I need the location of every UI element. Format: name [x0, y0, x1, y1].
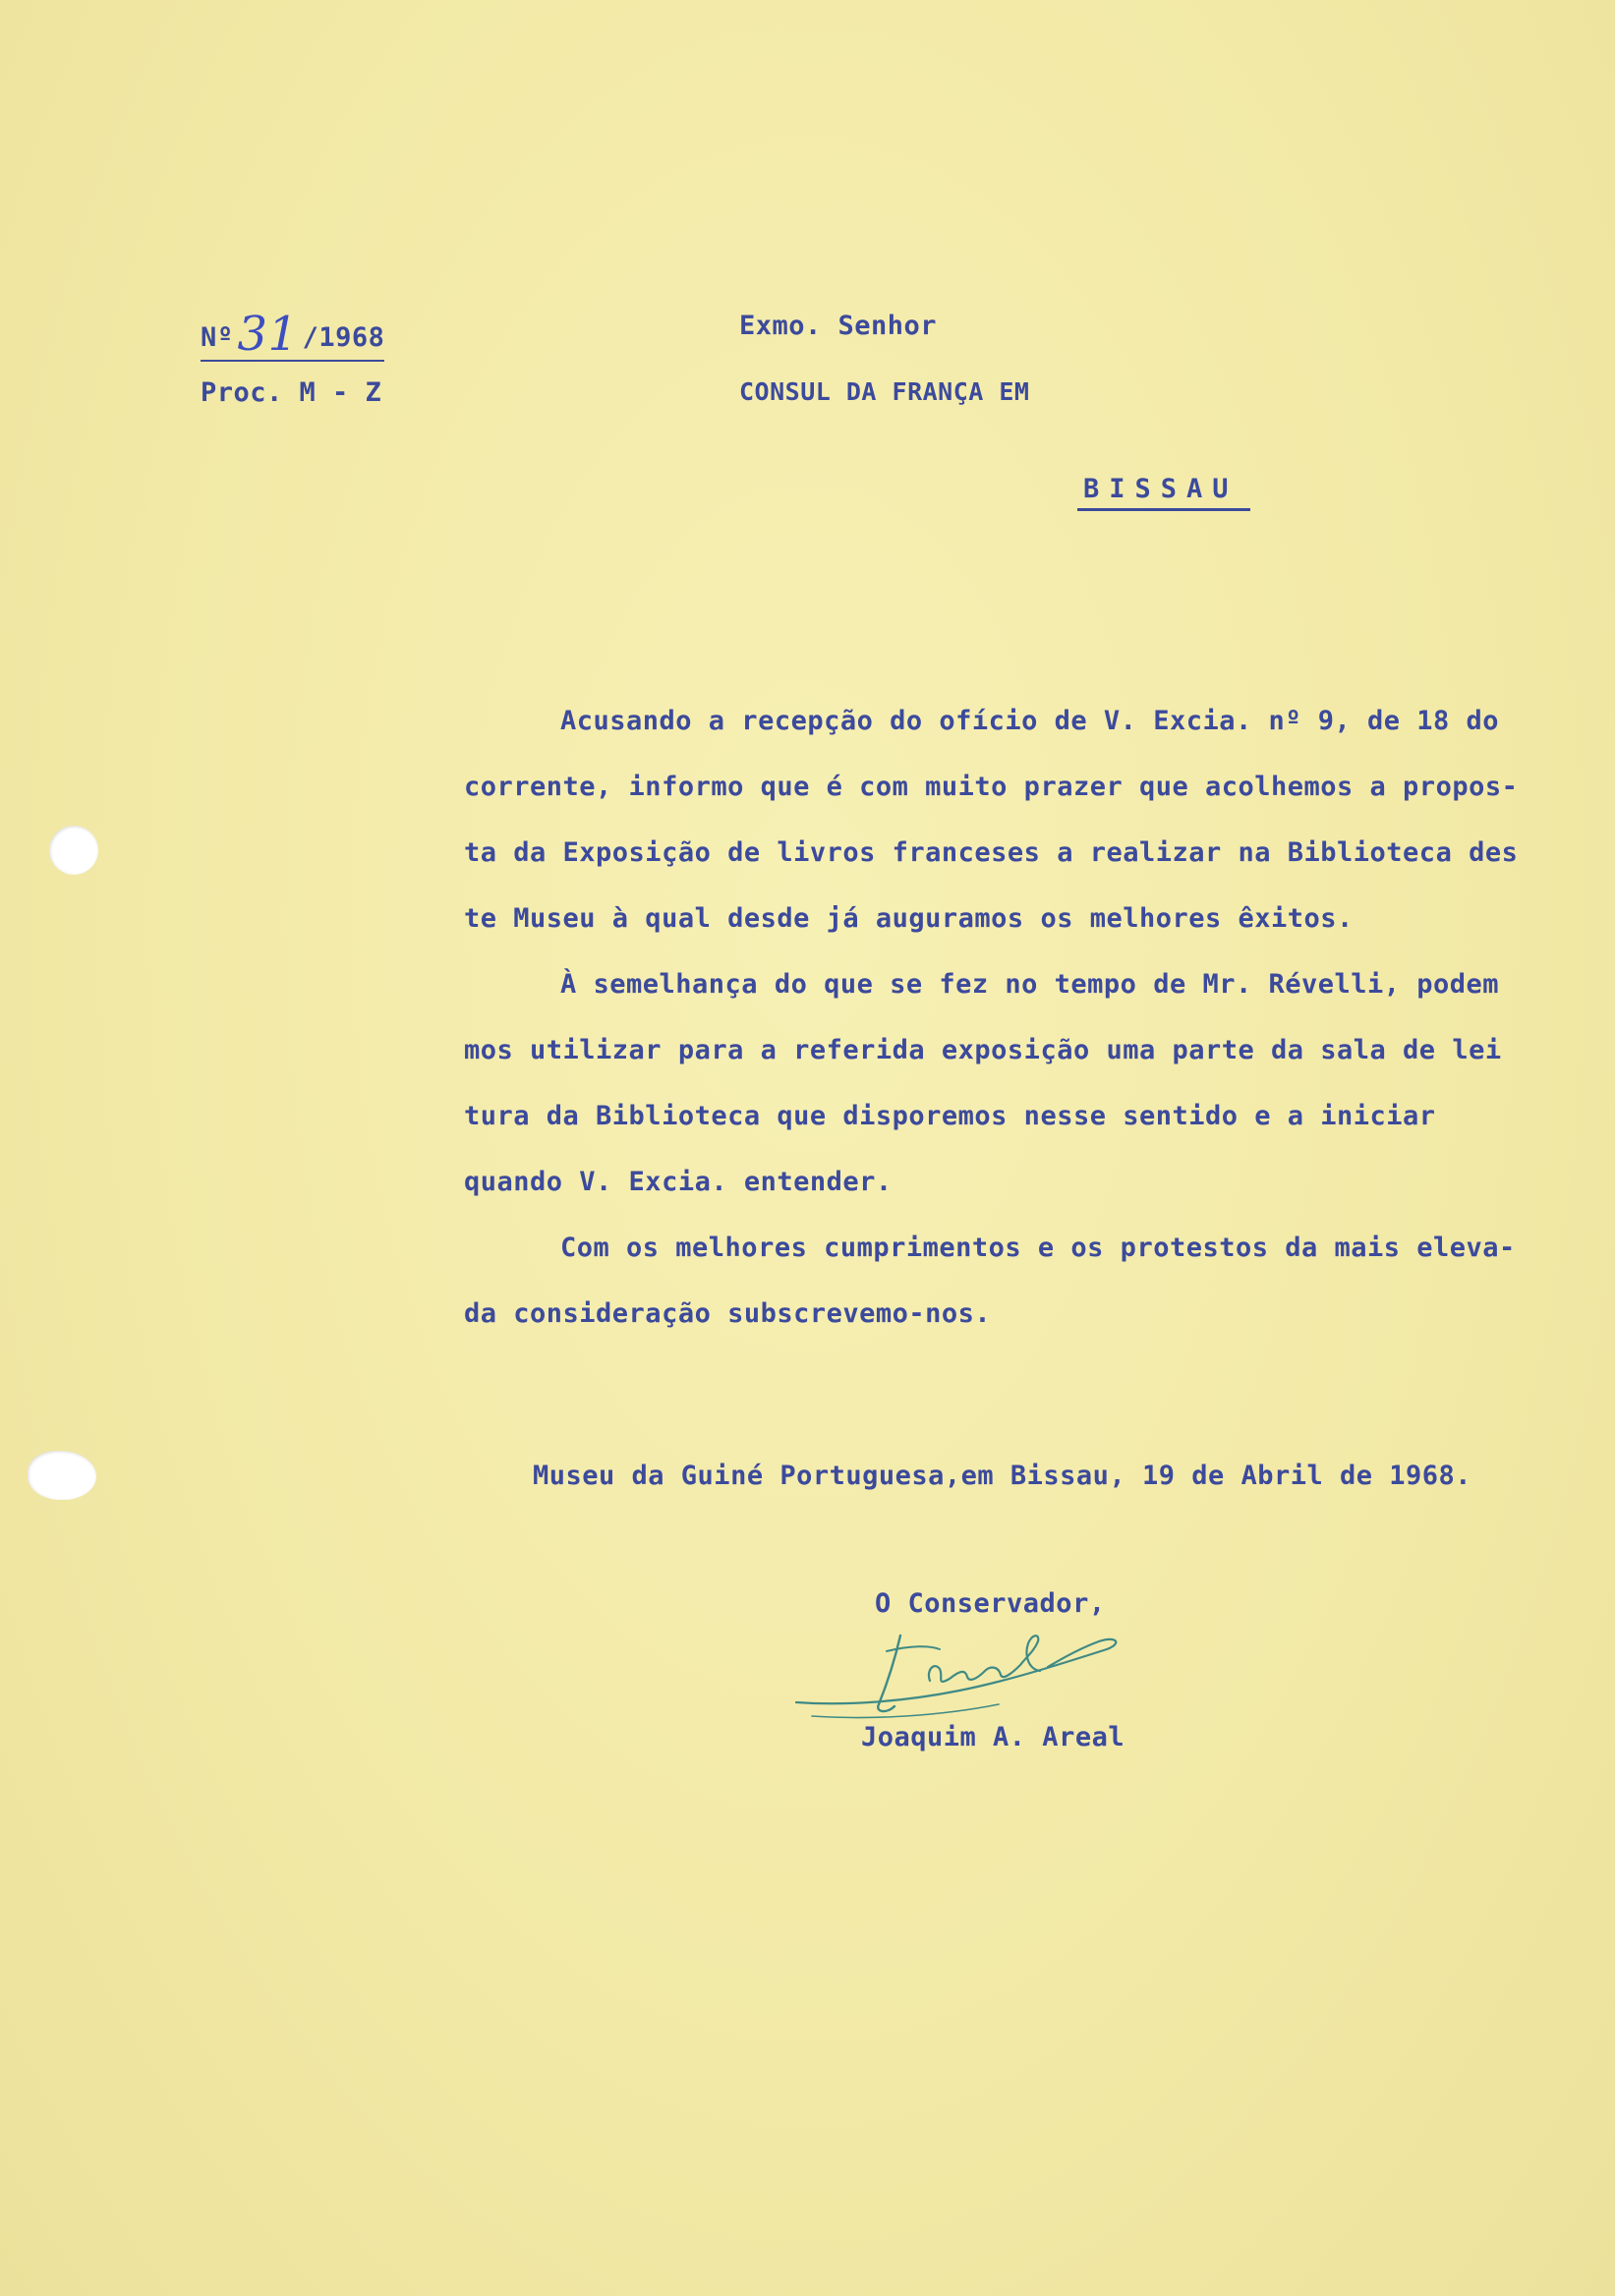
punch-hole-torn — [28, 1451, 96, 1500]
body-line: Acusando a recepção do ofício de V. Excia. nº 9, de 18 do — [560, 706, 1500, 736]
signer-name: Joaquim A. Areal — [861, 1722, 1125, 1752]
salutation: Exmo. Senhor — [739, 311, 938, 341]
reference-number — [201, 303, 384, 362]
body-line: da consideração subscrevemo-nos. — [464, 1298, 992, 1329]
signoff-title: O Conservador, — [875, 1588, 1106, 1619]
recipient-city: BISSAU — [1077, 474, 1250, 511]
body-line: mos utilizar para a referida exposição uma parte da sala de lei — [464, 1035, 1502, 1065]
handwritten-signature — [792, 1622, 1126, 1730]
process-code: Proc. M - Z — [201, 377, 382, 408]
body-line: ta da Exposição de livros franceses a realizar na Biblioteca des — [464, 837, 1519, 868]
body-line: te Museu à qual desde já auguramos os melhores êxitos. — [464, 903, 1354, 934]
place-and-date: Museu da Guiné Portuguesa,em Bissau, 19 de Abril de 1968. — [533, 1461, 1472, 1491]
punch-hole — [49, 826, 98, 875]
reference-year: /1968 — [302, 322, 385, 353]
body-line: corrente, informo que é com muito prazer que acolhemos a propos- — [464, 772, 1519, 802]
body-line: tura da Biblioteca que disporemos nesse sentido e a iniciar — [464, 1101, 1436, 1131]
recipient: CONSUL DA FRANÇA EM — [739, 377, 1030, 406]
body-line: quando V. Excia. entender. — [464, 1167, 893, 1197]
body-line: À semelhança do que se fez no tempo de Mr. Révelli, podem — [560, 969, 1500, 1000]
body-line: Com os melhores cumprimentos e os protestos da mais eleva- — [560, 1233, 1516, 1263]
reference-handwritten-number: 31 — [237, 307, 299, 362]
reference-prefix: Nº — [201, 322, 234, 353]
